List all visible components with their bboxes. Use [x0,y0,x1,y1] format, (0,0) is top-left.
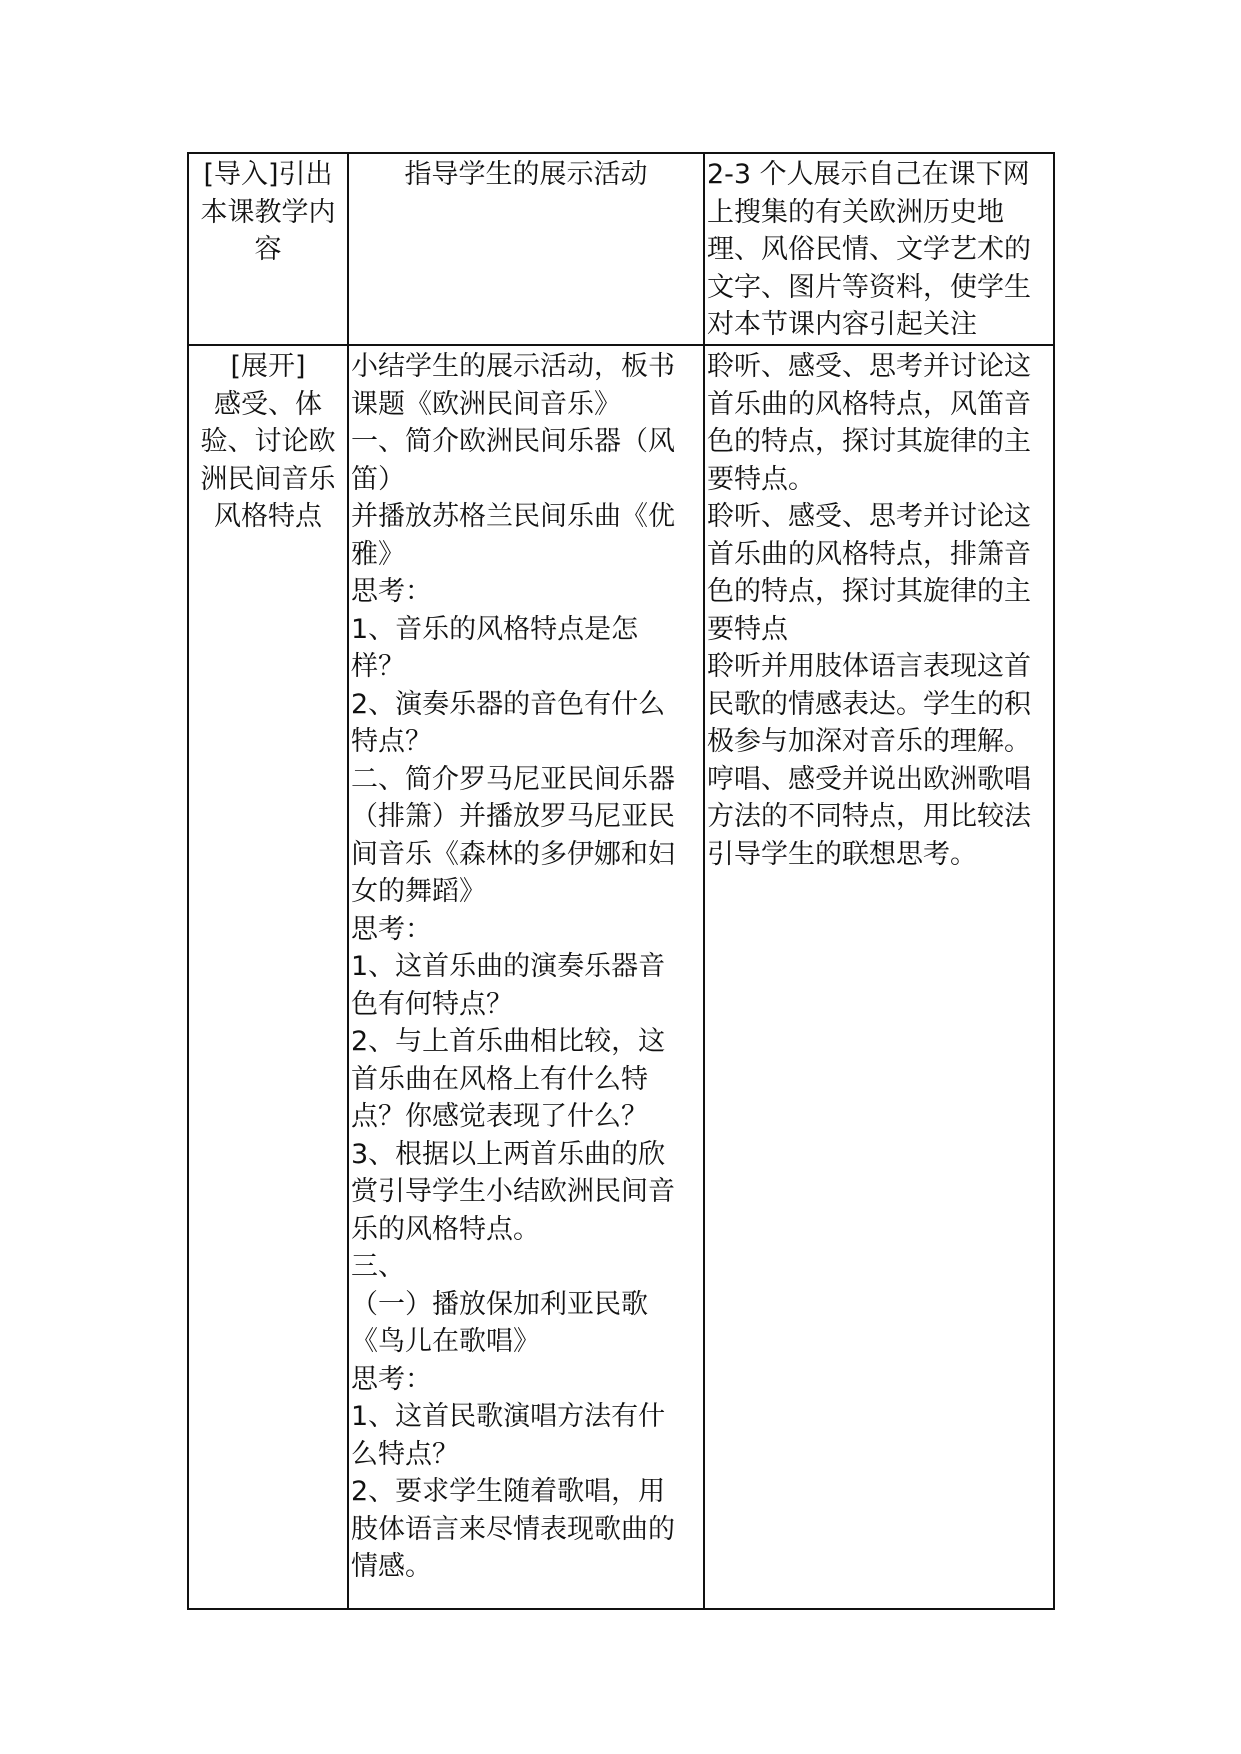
text-line: 肢体语言来尽情表现歌曲的 [351,1513,675,1545]
text-line: 间音乐《森林的多伊娜和妇 [351,838,675,870]
text-line: 要特点。 [707,463,815,495]
text-line: 要特点 [707,613,788,645]
text-line: 验、讨论欧 [200,426,336,457]
text-line: 情感。 [351,1551,432,1582]
text-line: 2、演奏乐器的音色有什么 [351,688,666,720]
text-line: 课题《欧洲民间音乐》 [351,388,621,420]
text-line: 民歌的情感表达。学生的积 [707,688,1031,720]
text-line: （一）播放保加利亚民歌 [351,1288,648,1320]
text-line: 上搜集的有关欧洲历史地 [707,196,1004,228]
text-line: 3、根据以上两首乐曲的欣 [351,1138,666,1170]
text-line: 二、简介罗马尼亚民间乐器 [351,763,675,795]
stage-cell-intro [188,153,348,345]
text-line: 方法的不同特点，用比较法 [707,801,1031,832]
text-line: 1、音乐的风格特点是怎 [351,613,639,645]
text-line: 首乐曲的风格特点，排箫音 [707,538,1031,570]
text-line: 聆听、感受、思考并讨论这 [707,351,1031,382]
text-line: 2、要求学生随着歌唱，用 [351,1476,666,1507]
text-line: 2-3 个人展示自己在课下网 [707,159,1030,190]
text-line: 哼唱、感受并说出欧洲歌唱 [707,763,1031,795]
teacher-activity-cell-intro [348,153,704,345]
text-line: 点？你感觉表现了什么？ [351,1101,648,1132]
text-line: 三、 [351,1251,405,1282]
text-line: 雅》 [351,538,405,570]
text-line: [导入]引出 [203,159,333,190]
text-line: 聆听、感受、思考并讨论这 [707,501,1031,532]
text-line: 理、风俗民情、文学艺术的 [707,234,1031,265]
text-line: 思考： [351,576,432,607]
text-line: 风格特点 [214,501,322,532]
text-line: 对本节课内容引起关注 [707,309,977,340]
text-line: 首乐曲的风格特点，风笛音 [707,388,1031,420]
text-line: 色的特点，探讨其旋律的主 [707,426,1031,457]
text-line: 1、这首乐曲的演奏乐器音 [351,951,666,982]
text-line: 思考： [351,1363,432,1395]
lesson-plan-table [187,152,1055,1610]
text-line: 容 [254,234,282,265]
text-line: 乐的风格特点。 [351,1213,540,1245]
stage-cell-main [188,345,348,1609]
text-line: 色的特点，探讨其旋律的主 [707,576,1031,607]
text-line: 1、这首民歌演唱方法有什 [351,1401,666,1432]
text-line: （排箫）并播放罗马尼亚民 [351,801,675,832]
text-line: 特点？ [351,726,432,757]
text-line: 聆听并用肢体语言表现这首 [707,651,1031,682]
table-row-main [188,345,1054,1609]
text-line: 色有何特点？ [351,988,513,1020]
text-line: 感受、体 [214,388,322,420]
student-activity-cell-intro [704,153,1054,345]
text-line: 本课教学内 [200,196,336,228]
text-line: 思考： [351,913,432,945]
text-line: 文字、图片等资料，使学生 [707,271,1031,303]
text-line: 么特点？ [351,1438,459,1470]
text-line: 首乐曲在风格上有什么特 [351,1063,648,1095]
text-line: 极参与加深对音乐的理解。 [707,726,1031,757]
teacher-activity-cell-main [348,345,704,1609]
text-line: 洲民间音乐 [200,463,336,495]
text-line: 2、与上首乐曲相比较，这 [351,1026,666,1057]
text-line: 引导学生的联想思考。 [707,838,977,870]
table-row-intro [188,153,1054,345]
text-line: 一、简介欧洲民间乐器（风 [351,426,675,457]
text-line: 女的舞蹈》 [351,876,486,907]
text-line: 并播放苏格兰民间乐曲《优 [351,501,675,532]
text-line: [展开] [230,351,306,382]
text-line: 笛） [351,463,405,495]
student-activity-cell-main [704,345,1054,1609]
text-line: 指导学生的展示活动 [404,159,648,190]
text-line: 样？ [351,651,405,682]
text-line: 赏引导学生小结欧洲民间音 [351,1176,675,1207]
text-line: 《鸟儿在歌唱》 [351,1326,540,1357]
text-line: 小结学生的展示活动，板书 [351,351,675,382]
